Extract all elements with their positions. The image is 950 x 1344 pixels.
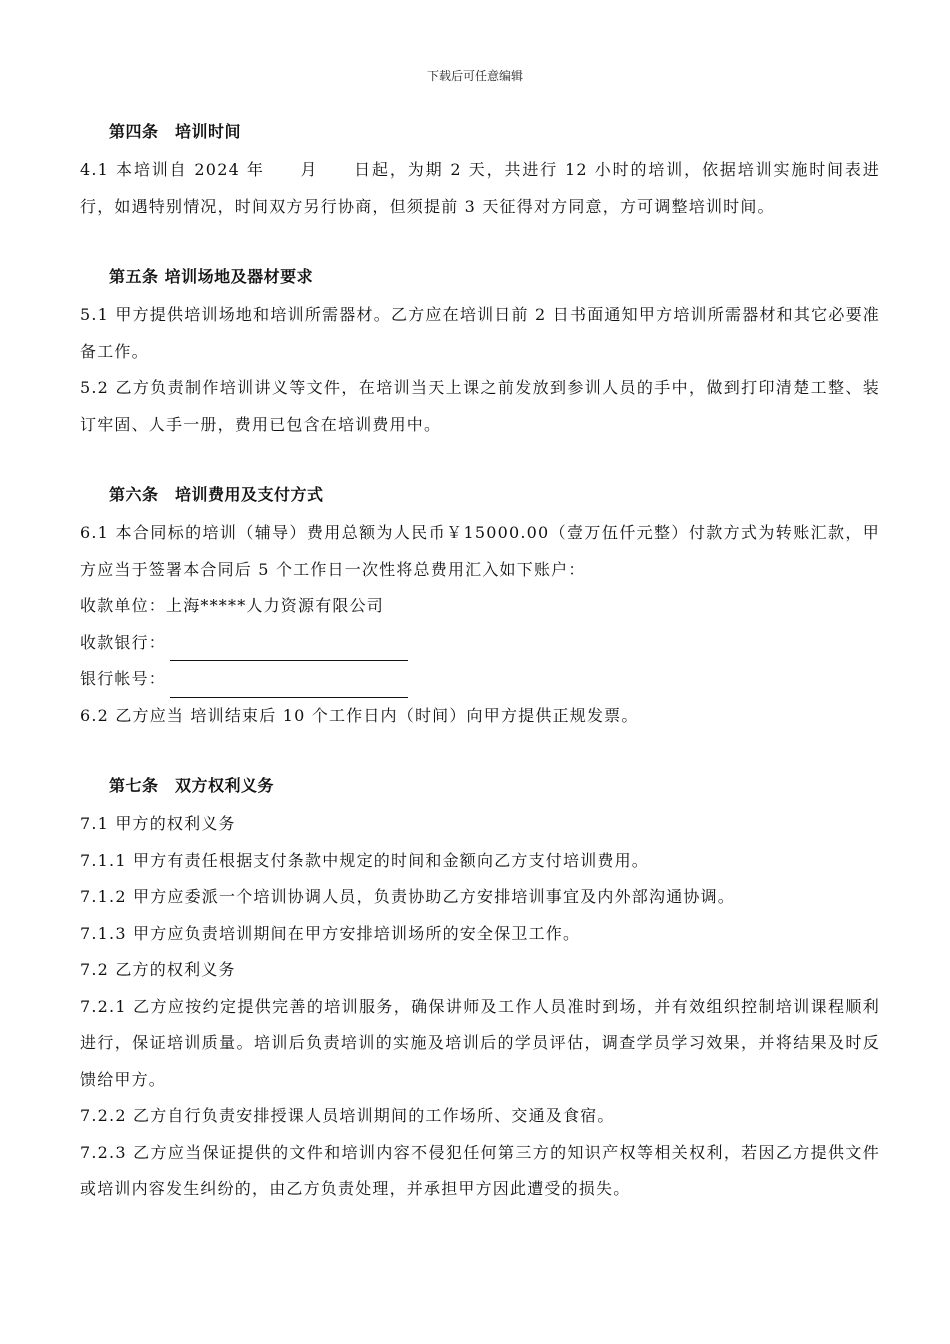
section-article-6 — [80, 483, 880, 734]
section-title: 第六条 培训费用及支付方式 — [109, 485, 324, 504]
clause-7-1-3: 7.1.3 甲方应负责培训期间在甲方安排培训场所的安全保卫工作。 — [80, 923, 581, 943]
clause-7-1-2: 7.1.2 甲方应委派一个培训协调人员，负责协助乙方安排培训事宜及内外部沟通协调。 — [80, 887, 735, 906]
clause-7-2-2: 7.2.2 乙方自行负责安排授课人员培训期间的工作场所、交通及食宿。 — [80, 1106, 615, 1125]
section-title: 第四条 培训时间 — [109, 122, 242, 141]
field-label: 收款银行： — [80, 632, 167, 652]
clause-7-2-3: 7.2.3 乙方应当保证提供的文件和培训内容不侵犯任何第三方的知识产权等相关权利，若因乙方提供文件或培训内容发生纠纷的，由乙方负责处理，并承担甲方因此遭受的损失。 — [80, 1142, 880, 1198]
clause-5-2: 5.2 乙方负责制作培训讲义等文件，在培训当天上课之前发放到参训人员的手中，做到打印清楚工整、装订牢固、人手一册，费用已包含在培训费用中。 — [80, 378, 880, 434]
clause-6-2: 6.2 乙方应当 培训结束后 10 个工作日内（时间）向甲方提供正规发票。 — [80, 705, 639, 725]
section-article-5 — [80, 265, 880, 443]
clause-5-1: 5.1 甲方提供培训场地和培训所需器材。乙方应在培训日前 2 日书面通知甲方培训所需器材和其它必要准备工作。 — [80, 305, 880, 361]
section-article-7 — [80, 774, 880, 1208]
section-title: 第七条 双方权利义务 — [109, 776, 275, 795]
page-header-note: 下载后可任意编辑 — [426, 69, 523, 83]
account-number-blank — [170, 675, 408, 698]
document-body — [80, 120, 880, 1208]
payee-line: 收款单位：上海*****人力资源有限公司 — [80, 596, 385, 615]
clause-4-1: 4.1 本培训自 2024 年 月 日起，为期 2 天，共进行 12 小时的培训，依据培训实施时间表进行，如遇特别情况，时间双方另行协商，但须提前 3 天征得对方同意，方可调整培训时间。 — [80, 160, 880, 216]
clause-7-1: 7.1 甲方的权利义务 — [80, 814, 236, 833]
clause-7-2: 7.2 乙方的权利义务 — [80, 960, 236, 979]
clause-7-1-1: 7.1.1 甲方有责任根据支付条款中规定的时间和金额向乙方支付培训费用。 — [80, 850, 649, 870]
section-title: 第五条 培训场地及器材要求 — [109, 267, 314, 286]
account-number-field — [80, 661, 880, 698]
section-article-4 — [80, 120, 880, 225]
bank-name-field — [80, 625, 880, 662]
clause-7-2-1: 7.2.1 乙方应按约定提供完善的培训服务，确保讲师及工作人员准时到场，并有效组织控制培训课程顺利进行，保证培训质量。培训后负责培训的实施及培训后的学员评估，调查学员学习效果，并将结果及时反馈给甲方。 — [80, 996, 880, 1089]
bank-name-blank — [170, 638, 408, 661]
field-label: 银行帐号： — [80, 669, 167, 688]
clause-6-1: 6.1 本合同标的培训（辅导）费用总额为人民币￥15000.00（壹万伍仟元整）付款方式为转账汇款，甲方应当于签署本合同后 5 个工作日一次性将总费用汇入如下账户： — [80, 523, 880, 579]
